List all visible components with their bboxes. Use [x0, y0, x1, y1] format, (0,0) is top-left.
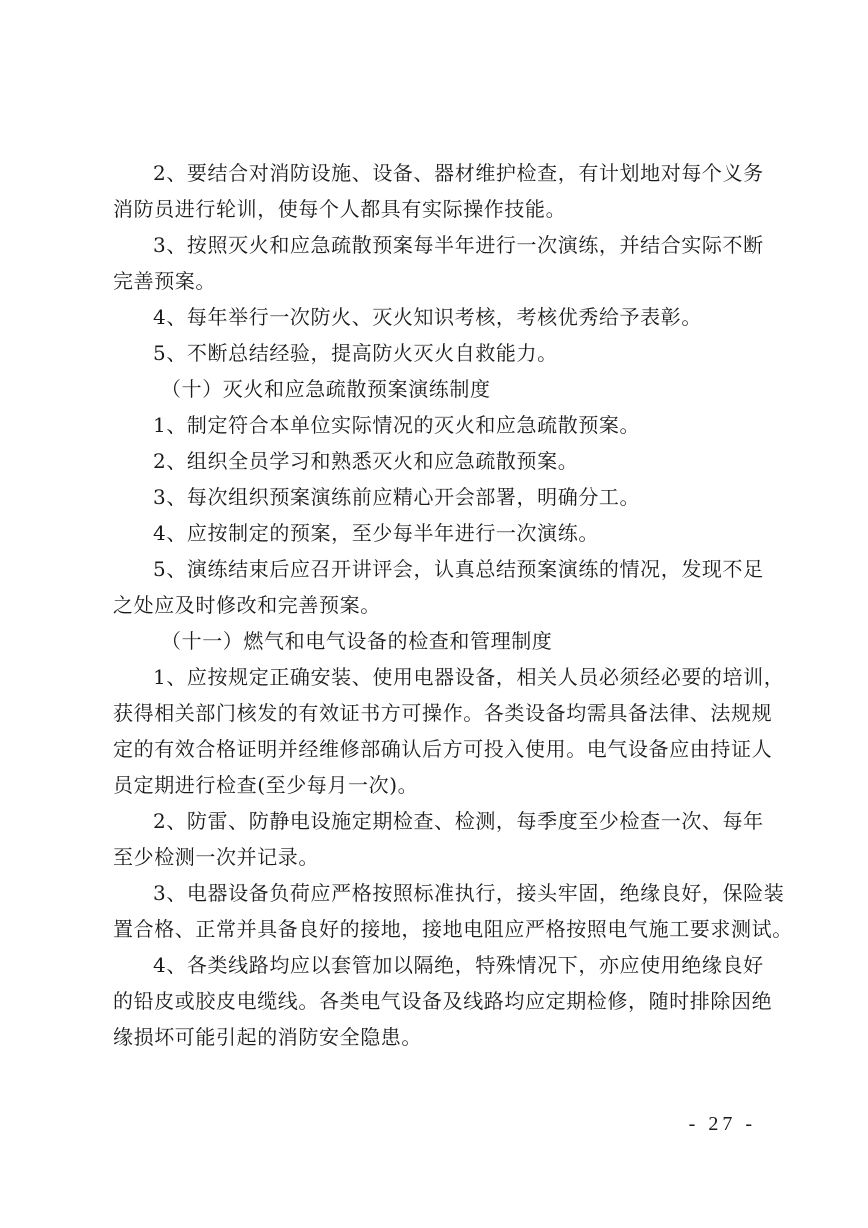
paragraph-line: 3、按照灭火和应急疏散预案每半年进行一次演练，并结合实际不断: [153, 233, 764, 257]
paragraph-line: 5、演练结束后应召开讲评会，认真总结预案演练的情况，发现不足: [153, 557, 764, 581]
paragraph-line: 的铅皮或胶皮电缆线。各类电气设备及线路均应定期检修，随时排除因绝: [113, 989, 773, 1013]
paragraph-line: 2、要结合对消防设施、设备、器材维护检查，有计划地对每个义务: [153, 161, 764, 185]
paragraph-line: 获得相关部门核发的有效证书方可操作。各类设备均需具备法律、法规规: [113, 701, 773, 725]
paragraph-line: 2、组织全员学习和熟悉灭火和应急疏散预案。: [153, 449, 579, 473]
paragraph-line: 消防员进行轮训，使每个人都具有实际操作技能。: [113, 197, 567, 221]
paragraph-line: 置合格、正常并具备良好的接地，接地电阻应严格按照电气施工要求测试。: [113, 917, 793, 941]
paragraph-line: 之处应及时修改和完善预案。: [113, 593, 381, 617]
paragraph-line: 5、不断总结经验，提高防火灭火自救能力。: [153, 341, 558, 365]
paragraph-line: 员定期进行检查(至少每月一次)。: [113, 773, 419, 797]
section-heading: （十一）燃气和电气设备的检查和管理制度: [161, 629, 553, 653]
paragraph-line: 至少检测一次并记录。: [113, 845, 319, 869]
paragraph-line: 3、电器设备负荷应严格按照标准执行，接头牢固，绝缘良好，保险装: [153, 881, 785, 905]
paragraph-line: 3、每次组织预案演练前应精心开会部署，明确分工。: [153, 485, 641, 509]
paragraph-line: 2、防雷、防静电设施定期检查、检测，每季度至少检查一次、每年: [153, 809, 764, 833]
paragraph-line: 定的有效合格证明并经维修部确认后方可投入使用。电气设备应由持证人: [113, 737, 773, 761]
paragraph-line: 完善预案。: [113, 269, 216, 293]
paragraph-line: 1、制定符合本单位实际情况的灭火和应急疏散预案。: [153, 413, 641, 437]
paragraph-line: 4、各类线路均应以套管加以隔绝，特殊情况下，亦应使用绝缘良好: [153, 953, 764, 977]
paragraph-line: 缘损坏可能引起的消防安全隐患。: [113, 1025, 422, 1049]
paragraph-line: 4、应按制定的预案，至少每半年进行一次演练。: [153, 521, 599, 545]
document-body: [113, 155, 793, 1055]
page-number: - 27 -: [688, 1113, 756, 1135]
paragraph-line: 4、每年举行一次防火、灭火知识考核，考核优秀给予表彰。: [153, 305, 702, 329]
paragraph-line: 1、应按规定正确安装、使用电器设备，相关人员必须经必要的培训，: [153, 665, 785, 689]
section-heading: （十）灭火和应急疏散预案演练制度: [161, 377, 491, 401]
